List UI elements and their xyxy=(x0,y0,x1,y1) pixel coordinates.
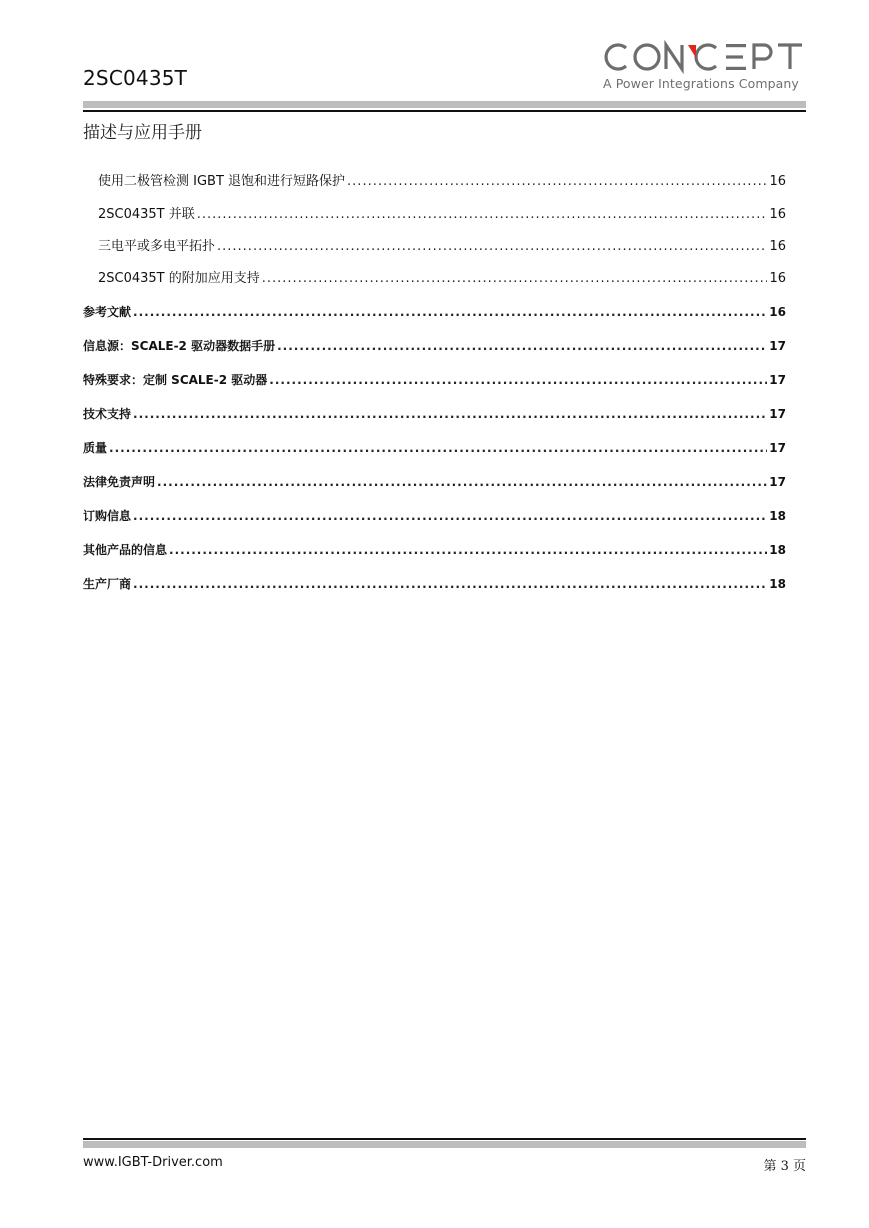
toc-leader xyxy=(197,207,768,222)
toc-entry-title: 2SC0435T 并联 xyxy=(98,207,195,222)
toc-entry[interactable] xyxy=(98,235,786,254)
footer-page-number: 第 3 页 xyxy=(763,1159,806,1174)
toc-entry-page: 16 xyxy=(769,239,786,254)
toc-section-entry[interactable] xyxy=(83,575,786,592)
toc-entry-page: 16 xyxy=(769,271,786,286)
toc-leader xyxy=(133,407,767,421)
concept-logo-icon xyxy=(602,40,806,74)
toc-section-title: 技术支持 xyxy=(83,407,132,421)
header-divider-gray xyxy=(83,101,806,108)
company-logo xyxy=(602,40,806,92)
toc-section-page: 17 xyxy=(769,373,786,387)
toc-leader xyxy=(277,339,767,353)
toc-leader xyxy=(347,174,767,189)
toc-leader xyxy=(169,543,767,557)
toc-section-page: 17 xyxy=(769,475,786,489)
toc-section-title: 特殊要求：定制 SCALE-2 驱动器 xyxy=(83,373,268,387)
logo-tagline: A Power Integrations Company xyxy=(603,76,799,91)
toc-leader xyxy=(133,305,767,319)
toc-section-entry[interactable] xyxy=(83,337,786,354)
toc-section-page: 16 xyxy=(769,305,786,319)
toc-section-title: 法律免责声明 xyxy=(83,475,156,489)
toc-section-page: 18 xyxy=(769,543,786,557)
toc-leader xyxy=(109,441,767,455)
footer-website-link[interactable]: www.IGBT-Driver.com xyxy=(83,1155,223,1170)
toc-entry-title: 2SC0435T 的附加应用支持 xyxy=(98,271,260,286)
toc-section-title: 订购信息 xyxy=(83,509,132,523)
document-subtitle: 描述与应用手册 xyxy=(83,123,202,143)
toc-section-page: 17 xyxy=(769,441,786,455)
toc-leader xyxy=(133,577,767,591)
toc-section-title: 生产厂商 xyxy=(83,577,132,591)
toc-leader xyxy=(269,373,767,387)
toc-section-title: 信息源：SCALE-2 驱动器数据手册 xyxy=(83,339,276,353)
toc-leader xyxy=(217,239,767,254)
toc-section-page: 17 xyxy=(769,339,786,353)
header-divider-black xyxy=(83,110,806,112)
toc-section-entry[interactable] xyxy=(83,371,786,388)
toc-entry[interactable] xyxy=(98,170,786,189)
toc-entry-page: 16 xyxy=(769,207,786,222)
toc-entry-title: 使用二极管检测 IGBT 退饱和进行短路保护 xyxy=(98,174,346,189)
toc-section-entry[interactable] xyxy=(83,541,786,558)
footer-divider-gray xyxy=(83,1141,806,1148)
toc-entry[interactable] xyxy=(98,203,786,222)
toc-leader xyxy=(157,475,767,489)
toc-section-entry[interactable] xyxy=(83,405,786,422)
toc-section-entry[interactable] xyxy=(83,507,786,524)
toc-section-title: 其他产品的信息 xyxy=(83,543,168,557)
toc-section-entry[interactable] xyxy=(83,473,786,490)
toc-section-page: 18 xyxy=(769,509,786,523)
toc-entry[interactable] xyxy=(98,267,786,286)
product-title: 2SC0435T xyxy=(83,66,188,90)
toc-section-title: 质量 xyxy=(83,441,108,455)
toc-leader xyxy=(133,509,767,523)
toc-section-entry[interactable] xyxy=(83,303,786,320)
toc-leader xyxy=(262,271,768,286)
toc-section-page: 18 xyxy=(769,577,786,591)
toc-entry-title: 三电平或多电平拓扑 xyxy=(98,239,216,254)
footer-divider-black xyxy=(83,1138,806,1140)
toc-section-page: 17 xyxy=(769,407,786,421)
toc-section-title: 参考文献 xyxy=(83,305,132,319)
toc-entry-page: 16 xyxy=(769,174,786,189)
toc-section-entry[interactable] xyxy=(83,439,786,456)
